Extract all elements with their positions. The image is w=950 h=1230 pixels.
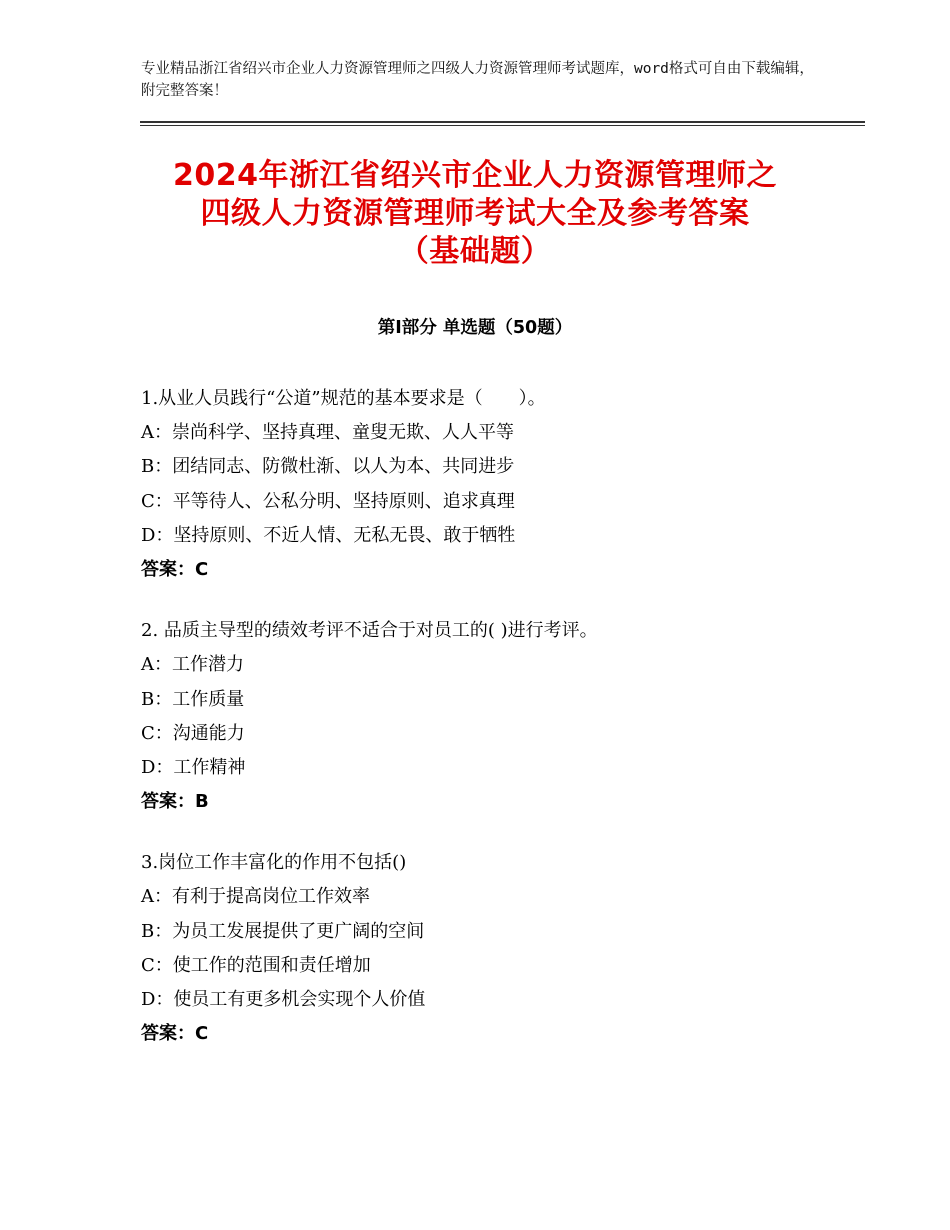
title-line-2: 四级人力资源管理师考试大全及参考答案 (200, 196, 750, 231)
option-b: B：工作质量 (141, 688, 245, 710)
option-d: D：工作精神 (141, 756, 246, 778)
question-stem: 1.从业人员践行“公道”规范的基本要求是（ ）。 (141, 388, 546, 409)
option-a: A：有利于提高岗位工作效率 (141, 886, 370, 908)
header-rule-thick (140, 121, 865, 123)
question-2 (141, 614, 861, 819)
option-b: B：团结同志、防微杜渐、以人为本、共同进步 (141, 456, 515, 478)
answer: 答案：C (141, 1023, 209, 1045)
question-stem: 3.岗位工作丰富化的作用不包括() (141, 852, 407, 874)
section-heading: 第Ⅰ部分 单选题（50题） (377, 318, 573, 338)
question-1 (141, 382, 861, 587)
option-a: A：崇尚科学、坚持真理、童叟无欺、人人平等 (141, 422, 514, 444)
document-title (100, 157, 850, 271)
option-c: C：平等待人、公私分明、坚持原则、追求真理 (141, 490, 515, 512)
title-line-3: （基础题） (398, 234, 552, 269)
answer: 答案：C (141, 558, 209, 580)
option-c: C：沟通能力 (141, 722, 245, 744)
option-d: D：坚持原则、不近人情、无私无畏、敢于牺牲 (141, 524, 516, 546)
answer: 答案：B (141, 791, 209, 813)
title-line-1: 2024年浙江省绍兴市企业人力资源管理师之 (173, 158, 777, 193)
question-stem: 2. 品质主导型的绩效考评不适合于对员工的( )进行考评。 (141, 620, 598, 642)
header-note: 专业精品浙江省绍兴市企业人力资源管理师之四级人力资源管理师考试题库，word格式可自由下载编辑，附完整答案！ (141, 61, 814, 99)
question-list (141, 382, 861, 1078)
option-b: B：为员工发展提供了更广阔的空间 (141, 920, 425, 942)
option-c: C：使工作的范围和责任增加 (141, 954, 371, 976)
option-d: D：使员工有更多机会实现个人价值 (141, 989, 426, 1010)
question-3 (141, 846, 861, 1051)
option-a: A：工作潜力 (141, 654, 244, 676)
header-rule-thin (140, 125, 865, 126)
